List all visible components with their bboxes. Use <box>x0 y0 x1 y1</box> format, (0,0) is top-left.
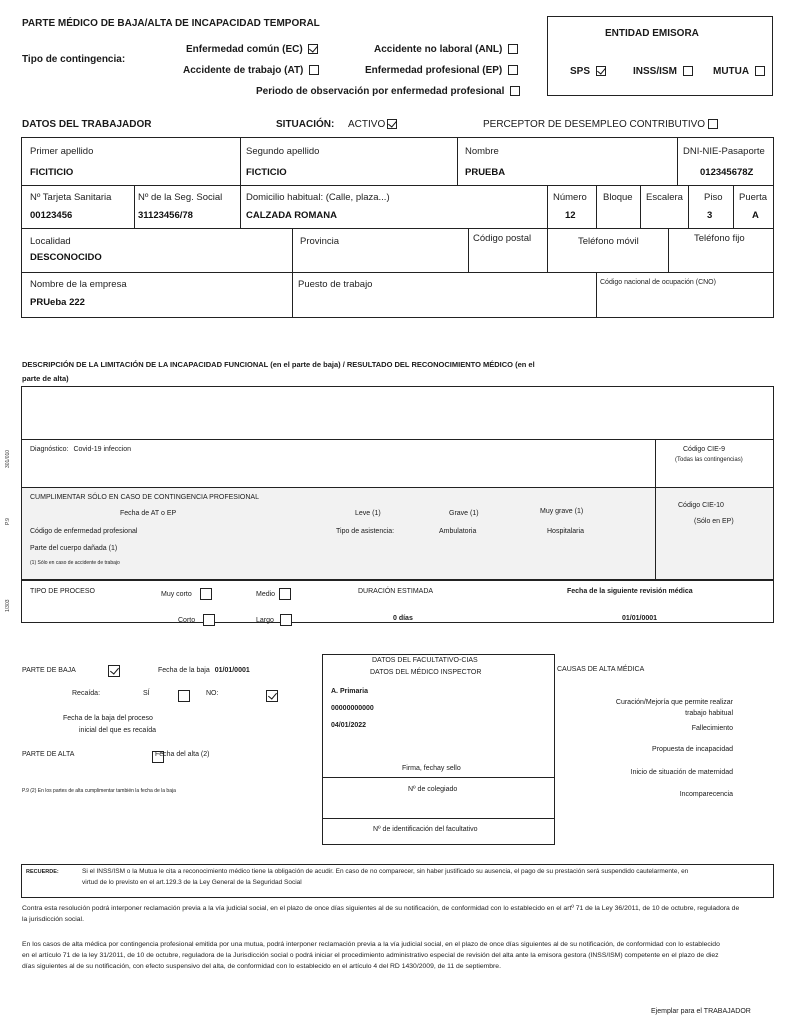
muy-grave-label: Muy grave (1) <box>540 508 584 515</box>
fecha-baja-value: 01/01/0001 <box>214 667 250 674</box>
no-label: NO: <box>206 690 219 697</box>
ambulatoria-label: Ambulatoria <box>439 528 477 535</box>
domicilio-value: CALZADA ROMANA <box>246 210 337 221</box>
situacion-label: SITUACIÓN: <box>276 119 335 130</box>
puesto-label: Puesto de trabajo <box>298 279 373 290</box>
facultativo-title-1: DATOS DEL FACULTATIVO-CIAS <box>372 657 478 664</box>
facultativo-title-2: DATOS DEL MÉDICO INSPECTOR <box>370 669 482 676</box>
nombre-value: PRUEBA <box>465 167 506 178</box>
numero-label: Número <box>553 192 587 203</box>
fecha-at-ep: Fecha de AT o EP <box>120 510 177 517</box>
checkbox-corto[interactable] <box>203 614 215 626</box>
profesional-title: CUMPLIMENTAR SÓLO EN CASO DE CONTINGENCIA PROFESIONAL <box>30 494 259 501</box>
duracion-label: DURACIÓN ESTIMADA <box>358 588 434 595</box>
puerta-label: Puerta <box>739 192 767 203</box>
profesional-nota: (1) Sólo en caso de accidente de trabajo <box>30 560 120 566</box>
tarjeta-label: Nº Tarjeta Sanitaria <box>30 192 112 203</box>
firma-label: Firma, fechay sello <box>402 765 461 772</box>
provincia-label: Provincia <box>300 236 340 247</box>
baja-alta-nota: P.9 (2) En los partes de alta cumplimentar también la fecha de la baja <box>22 788 176 794</box>
duracion-value: 0 días <box>393 615 413 622</box>
entidad-title: ENTIDAD EMISORA <box>605 28 699 39</box>
cie9-label: Código CIE-9 <box>683 446 726 453</box>
checkbox-largo[interactable] <box>280 614 292 626</box>
entidad-sps: SPS <box>570 66 606 77</box>
descripcion-title-2: parte de alta) <box>22 374 69 383</box>
cno-label: Código nacional de ocupación (CNO) <box>600 279 716 286</box>
fecha-alta-label: Fecha del alta (2) <box>155 751 210 758</box>
grave-label: Grave (1) <box>449 510 479 517</box>
side-label-1: 301/010 <box>5 449 11 468</box>
causa-fallecimiento: Fallecimiento <box>691 725 733 732</box>
numero-value: 12 <box>565 210 576 221</box>
perceptor-option: PERCEPTOR DE DESEMPLEO CONTRIBUTIVO <box>483 119 718 130</box>
leve-label: Leve (1) <box>355 510 381 517</box>
ejemplar-label: Ejemplar para el TRABAJADOR <box>651 1008 751 1015</box>
facultativo-box <box>322 654 555 845</box>
piso-value: 3 <box>707 210 713 221</box>
entidad-inss: INSS/ISM <box>633 66 693 77</box>
revision-value: 01/01/0001 <box>622 615 658 622</box>
checkbox-anl[interactable] <box>508 44 518 54</box>
checkbox-no[interactable] <box>266 690 278 702</box>
localidad-label: Localidad <box>30 236 71 247</box>
parte-cuerpo-label: Parte del cuerpo dañada (1) <box>30 545 118 552</box>
checkbox-perceptor[interactable] <box>708 119 718 129</box>
checkbox-si[interactable] <box>178 690 190 702</box>
identificacion-label: Nº de identificación del facultativo <box>373 826 478 833</box>
cie10-sub: (Sólo en EP) <box>694 518 734 525</box>
contingency-ep: Enfermedad profesional (EP) <box>365 65 518 76</box>
facultativo-centro: A. Primaria <box>331 688 368 695</box>
checkbox-medio[interactable] <box>279 588 291 600</box>
empresa-label: Nombre de la empresa <box>30 279 127 290</box>
checkbox-parte-baja[interactable] <box>108 665 120 677</box>
empresa-value: PRUeba 222 <box>30 297 85 308</box>
primer-apellido-value: FICITICIO <box>30 167 74 178</box>
piso-label: Piso <box>704 192 723 203</box>
facultativo-cias: 00000000000 <box>331 705 374 712</box>
activo-option: ACTIVO <box>348 119 397 130</box>
contingency-observacion: Periodo de observación por enfermedad profesional <box>256 86 520 97</box>
parte-alta-label: PARTE DE ALTA <box>22 751 75 758</box>
parte-baja-label: PARTE DE BAJA <box>22 667 76 674</box>
segundo-apellido-value: FICTICIO <box>246 167 287 178</box>
tipo-asistencia-label: Tipo de asistencia: <box>336 528 395 535</box>
si-label: SÍ <box>143 690 150 697</box>
localidad-value: DESCONOCIDO <box>30 252 102 263</box>
telefono-fijo-label: Teléfono fijo <box>694 233 745 244</box>
telefono-movil-label: Teléfono móvil <box>578 236 639 247</box>
form-title: PARTE MÉDICO DE BAJA/ALTA DE INCAPACIDAD TEMPORAL <box>22 18 320 29</box>
diagnostico-value: Covid-19 infeccion <box>73 446 132 453</box>
causa-incapacidad: Propuesta de incapacidad <box>652 746 733 753</box>
recaida-label: Recaída: <box>72 690 101 697</box>
facultativo-fecha: 04/01/2022 <box>331 722 367 729</box>
trabajador-title: DATOS DEL TRABAJADOR <box>22 119 152 130</box>
checkbox-muy-corto[interactable] <box>200 588 212 600</box>
recuerde-text: Si el INSS/ISM o la Mutua le cita a reconocimiento médico tiene la obligación de acudir. En caso de no comparecer, sin haber justificado su ausencia, el pago de su prestación será suspendido cautelarmente, en virtud de lo previsto en el art.129.3 de la Ley General de la Seguridad Social <box>82 868 689 886</box>
footer-paragraph-1: Contra esta resolución podrá interponer reclamación previa a la vía judicial social, en el plazo de once días siguientes al de su notificación, de conformidad con lo establecido en el artº 71 de la Ley 36/2011, de 10 de octubre, reguladora de la jurisdicción social. <box>22 905 740 923</box>
checkbox-at[interactable] <box>309 65 319 75</box>
revision-label: Fecha de la siguiente revisión médica <box>567 588 693 595</box>
checkbox-activo[interactable] <box>387 119 397 129</box>
contingency-label: Tipo de contingencia: <box>22 54 126 65</box>
checkbox-mutua[interactable] <box>755 66 765 76</box>
dni-label: DNI-NIE-Pasaporte <box>683 146 765 157</box>
largo-option: Largo <box>256 614 292 626</box>
codigo-postal-label: Código postal <box>473 233 532 244</box>
escalera-label: Escalera <box>646 192 683 203</box>
seg-social-label: Nº de la Seg. Social <box>138 192 223 203</box>
corto-option: Corto <box>178 614 215 626</box>
causas-alta-title: CAUSAS DE ALTA MÉDICA <box>557 666 645 673</box>
contingency-at: Accidente de trabajo (AT) <box>183 65 319 76</box>
medio-option: Medio <box>256 588 291 600</box>
checkbox-ep[interactable] <box>508 65 518 75</box>
puerta-value: A <box>752 210 759 221</box>
checkbox-sps[interactable] <box>596 66 606 76</box>
causa-curacion: Curación/Mejoría que permite realizar trabajo habitual <box>615 699 733 717</box>
fecha-baja: Fecha de la baja 01/01/0001 <box>158 667 250 674</box>
side-label-3: 1/303 <box>5 599 11 612</box>
proceso-title: TIPO DE PROCESO <box>30 588 95 595</box>
cie9-sub: (Todas las contingencias) <box>675 457 743 463</box>
hospitalaria-label: Hospitalaria <box>547 528 584 535</box>
footer-paragraph-2: En los casos de alta médica por contingencia profesional emitida por una mutua, podrá interponer reclamación previa a la vía judicial social, en el plazo de once días siguientes al de su notificación, de conformidad con lo establecido en el artículo 71 de la ley 31/2011, de 10 de octubre, reguladora de la Jurisdicción social o podrá iniciar el procedimiento administrativo especial de revisión del alta ante la emisora gestora (INSS/ISM) competente en el plazo de diez días siguientes al de su notificación, con efecto suspensivo del alta, de conformidad con lo establecido en el artículo 4 del RD 1430/2009, de 11 de septiembre. <box>22 941 720 970</box>
contingency-anl: Accidente no laboral (ANL) <box>374 44 518 55</box>
side-label-2: P.9 <box>5 518 11 525</box>
nombre-label: Nombre <box>465 146 499 157</box>
cie10-label: Código CIE-10 <box>678 502 724 509</box>
entidad-mutua: MUTUA <box>713 66 765 77</box>
diagnostico: Diagnóstico: Covid-19 infeccion <box>30 446 132 453</box>
bloque-label: Bloque <box>603 192 633 203</box>
colegiado-label: Nº de colegiado <box>408 786 458 793</box>
codigo-ep-label: Código de enfermedad profesional <box>30 528 138 535</box>
recuerde-label: RECUERDE: <box>26 869 59 875</box>
fecha-proceso-2: inicial del que es recaída <box>79 727 157 734</box>
muy-corto-option: Muy corto <box>161 588 212 600</box>
segundo-apellido-label: Segundo apellido <box>246 146 320 157</box>
descripcion-title-1: DESCRIPCIÓN DE LA LIMITACIÓN DE LA INCAPACIDAD FUNCIONAL (en el parte de baja) / RESULTADO DEL RECONOCIMIENTO MÉDICO (en el <box>22 360 535 369</box>
seg-social-value: 31123456/78 <box>138 210 193 221</box>
tarjeta-value: 00123456 <box>30 210 73 221</box>
contingency-ec: Enfermedad común (EC) <box>186 44 318 55</box>
primer-apellido-label: Primer apellido <box>30 146 94 157</box>
checkbox-ec[interactable] <box>308 44 318 54</box>
dni-value: 012345678Z <box>700 167 754 178</box>
causa-maternidad: Inicio de situación de maternidad <box>630 769 733 776</box>
causa-incomparecencia: Incomparecencia <box>679 791 733 798</box>
checkbox-inss[interactable] <box>683 66 693 76</box>
fecha-proceso-1: Fecha de la baja del proceso <box>63 715 153 722</box>
domicilio-label: Domicilio habitual: (Calle, plaza...) <box>246 192 390 203</box>
checkbox-observacion[interactable] <box>510 86 520 96</box>
